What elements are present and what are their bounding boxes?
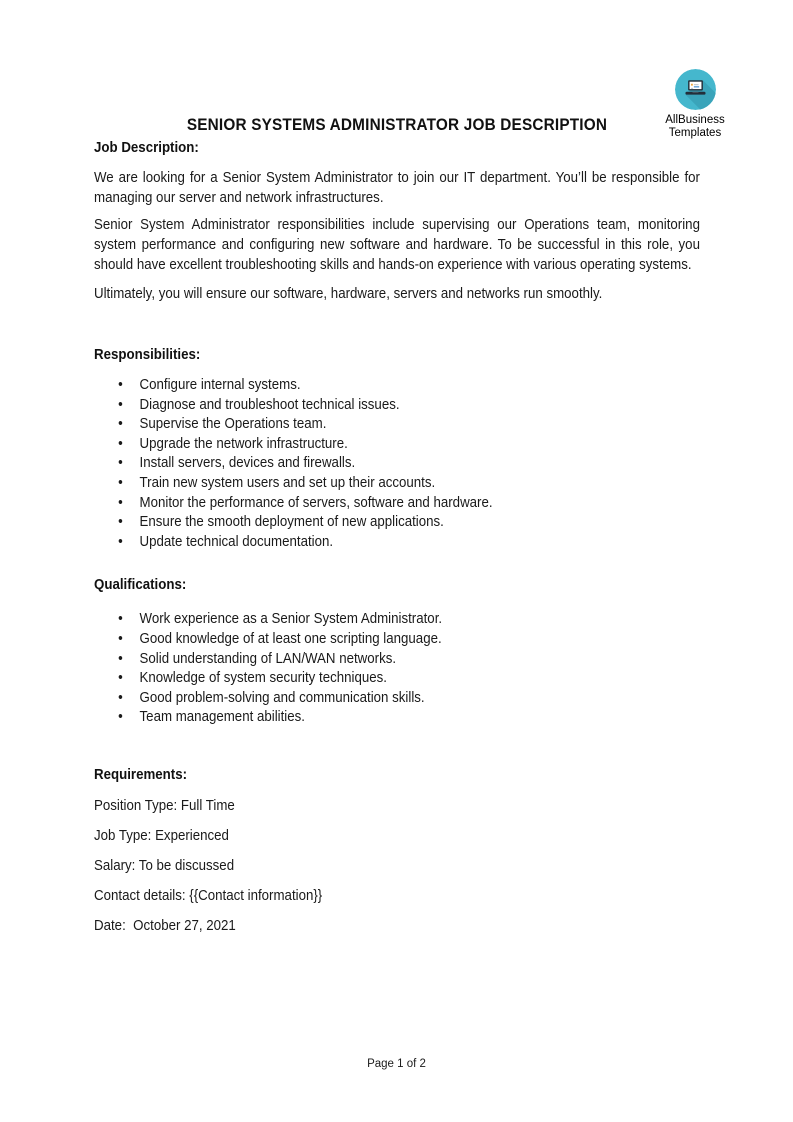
page-title: SENIOR SYSTEMS ADMINISTRATOR JOB DESCRIPTION [186,116,608,134]
section-heading-job-description: Job Description: [94,140,199,156]
paragraph: Ultimately, you will ensure our software, hardware, servers and networks run smoothly. [94,286,603,302]
section-heading-qualifications: Qualifications: [94,577,187,594]
list-item: • Solid understanding of LAN/WAN networks. [94,650,700,670]
section-requirements [94,765,700,936]
requirement-contact-details: Contact details: {{Contact information}} [94,887,323,904]
list-item: • Monitor the performance of servers, software and hardware. [94,494,700,514]
list-item: • Knowledge of system security techniques. [94,669,700,689]
list-item: • Configure internal systems. [94,376,700,396]
list-item: • Team management abilities. [94,708,700,728]
list-item: • Update technical documentation. [94,533,700,553]
responsibilities-list [94,376,700,552]
section-qualifications [94,575,700,728]
requirement-date: Date: October 27, 2021 [94,917,236,934]
requirement-position-type: Position Type: Full Time [94,797,235,814]
paragraph: Senior System Administrator responsibilities include supervising our Operations team, monitoring system performance and configuring new software and hardware. To be successful in this role, you should have excellent troubleshooting skills and hands-on experience with various operating systems. [94,217,700,273]
section-heading-requirements: Requirements: [94,766,188,783]
requirement-job-type: Job Type: Experienced [94,827,229,844]
paragraph: We are looking for a Senior System Administrator to join our IT department. You’ll be responsible for managing our server and network infrastructures. [94,170,700,206]
logo-line-2: Templates [668,126,722,139]
list-item: • Good knowledge of at least one scripting language. [94,630,700,650]
section-responsibilities [94,345,700,552]
list-item: • Good problem-solving and communication skills. [94,689,700,709]
list-item: • Ensure the smooth deployment of new applications. [94,513,700,533]
qualifications-list [94,610,700,728]
section-heading-responsibilities: Responsibilities: [94,347,201,363]
list-item: • Diagnose and troubleshoot technical issues. [94,396,700,416]
document-content [94,0,700,936]
list-item: • Upgrade the network infrastructure. [94,435,700,455]
requirement-salary: Salary: To be discussed [94,857,235,874]
list-item: • Supervise the Operations team. [94,415,700,435]
list-item: • Work experience as a Senior System Administrator. [94,610,700,630]
page-number: Page 1 of 2 [367,1058,426,1070]
list-item: • Train new system users and set up their accounts. [94,474,700,494]
logo-line-1: AllBusiness [665,114,725,126]
list-item: • Install servers, devices and firewalls. [94,454,700,474]
section-job-description [94,138,700,304]
